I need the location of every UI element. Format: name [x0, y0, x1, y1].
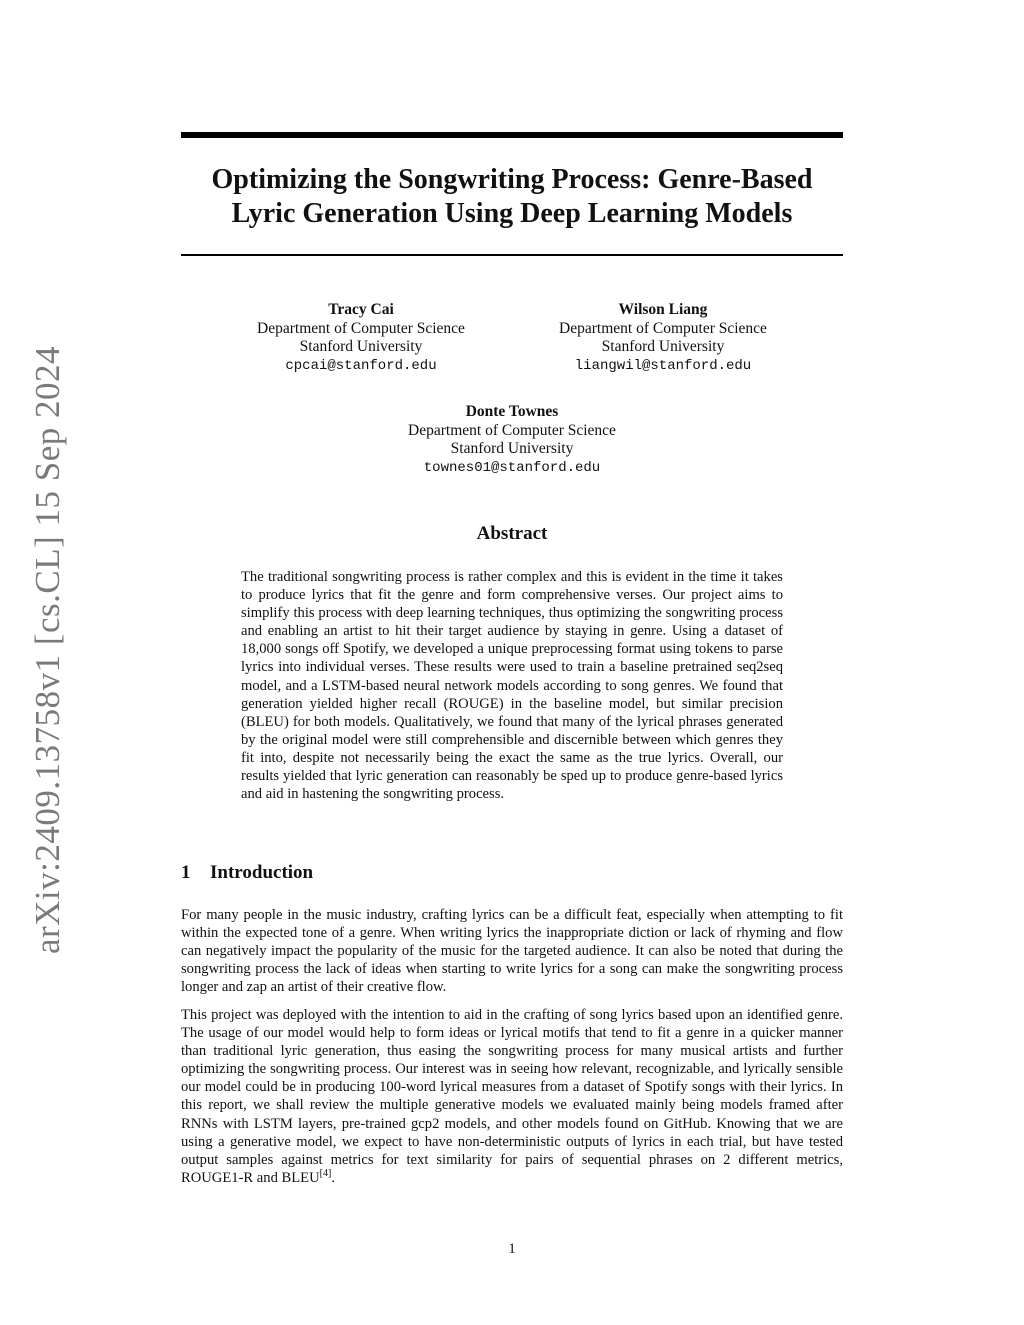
paragraph-end-punctuation: .: [331, 1169, 335, 1186]
author-name: Donte Townes: [465, 403, 559, 420]
title-bottom-rule: [181, 254, 843, 256]
section-heading-introduction: [181, 862, 313, 884]
title-top-rule: [181, 132, 843, 138]
author-block-2: [532, 301, 794, 375]
author-department: Department of Computer Science: [559, 319, 767, 337]
section-title: Introduction: [210, 862, 314, 883]
introduction-paragraph-2-text: This project was deployed with the intention to aid in the crafting of song lyrics based upon an identified genre. The usage of our model would help to form ideas or lyrical motifs that tend to fit a genre in a quicker manner than traditional lyric generation, thus easing the songwriting process for many musical artists and further optimizing the songwriting process. Our interest was in seeing how relevant, recognizable, and lyrically sensible our model could be in producing 100-word lyrical measures from a dataset of Spotify songs with their lyrics. In this report, we shall review the multiple generative models we evaluated mainly being models framed after RNNs with LSTM layers, pre-trained gcp2 models, and other models found on GitHub. Knowing that we are using a generative model, we expect to have non-deterministic outputs of lyrics in each trial, but have tested output samples against metrics for text similarity for pairs of sequential phrases on 2 different metrics, ROUGE1-R and BLEU: [181, 1007, 843, 1186]
title-line-2: Lyric Generation Using Deep Learning Models: [231, 198, 793, 229]
author-name: Wilson Liang: [618, 301, 708, 318]
author-email: liangwil@stanford.edu: [574, 357, 752, 374]
citation-reference[interactable]: [4]: [319, 1167, 332, 1179]
paper-title: [181, 163, 843, 231]
page-number: 1: [508, 1241, 516, 1257]
author-name: Tracy Cai: [328, 301, 394, 318]
abstract-heading: Abstract: [476, 523, 548, 544]
author-department: Department of Computer Science: [257, 319, 465, 337]
author-university: Stanford University: [450, 440, 574, 457]
title-line-1: Optimizing the Songwriting Process: Genre-Based: [211, 164, 813, 195]
author-department: Department of Computer Science: [408, 421, 616, 439]
author-university: Stanford University: [299, 338, 423, 355]
introduction-paragraph-2: [181, 1006, 843, 1187]
arxiv-identifier: arXiv:2409.13758v1 [cs.CL] 15 Sep 2024: [28, 345, 67, 955]
introduction-paragraph-1: For many people in the music industry, crafting lyrics can be a difficult feat, especially when attempting to fit within the expected tone of a genre. When writing lyrics the inappropriate diction or lack of rhyming and flow can negatively impact the popularity of the music for the targeted audience. It can also be noted that during the songwriting process the lack of ideas when starting to write lyrics for a song can make the songwriting process longer and zap an artist of their creative flow.: [181, 907, 843, 996]
author-email: cpcai@stanford.edu: [285, 357, 437, 374]
author-block-3: [381, 403, 643, 477]
author-block-1: [230, 301, 492, 375]
author-university: Stanford University: [601, 338, 725, 355]
section-number: 1: [181, 862, 191, 883]
abstract-text: The traditional songwriting process is rather complex and this is evident in the time it takes to produce lyrics that fit the genre and form comprehensive verses. Our project aims to simplify this process with deep learning techniques, thus optimizing the songwriting process and enabling an artist to hit their target audience by staying in genre. Using a dataset of 18,000 songs off Spotify, we developed a unique preprocessing format using tokens to parse lyrics into individual verses. These results were used to train a baseline pretrained seq2seq model, and a LSTM-based neural network models according to song genres. We found that generation yielded higher recall (ROUGE) in the baseline model, but similar precision (BLEU) for both models. Qualitatively, we found that many of the lyrical phrases generated by the original model were still comprehensible and discernible between which genres they fit into, despite not necessarily being the exact the same as the true lyrics. Overall, our results yielded that lyric generation can reasonably be sped up to produce genre-based lyrics and aid in hastening the songwriting process.: [241, 569, 783, 803]
author-email: townes01@stanford.edu: [423, 459, 601, 476]
